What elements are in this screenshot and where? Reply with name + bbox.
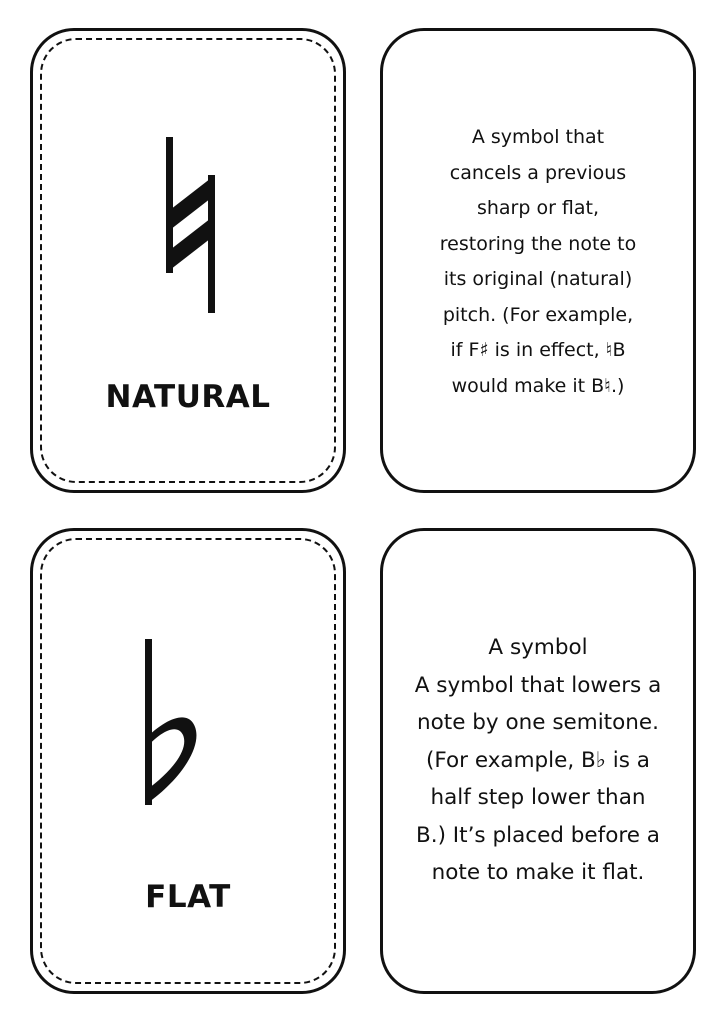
- definition-line: restoring the note to: [439, 232, 637, 255]
- definition-line: note by one semitone.: [417, 710, 659, 735]
- definition-line: would make it B♮.): [451, 374, 625, 397]
- flat-card-back: [380, 528, 696, 994]
- flat-sign-icon: [33, 631, 349, 811]
- definition-natural: [397, 120, 679, 404]
- definition-line: if F♯ is in effect, ♮B: [450, 339, 626, 361]
- definition-line: A symbol that lowers a: [414, 672, 662, 698]
- term-flat: FLAT: [145, 879, 231, 915]
- definition-line: cancels a previous: [449, 161, 627, 184]
- definition-line: sharp or flat,: [476, 197, 600, 219]
- natural-sign-icon: [33, 131, 349, 321]
- flat-card-front: [30, 528, 346, 994]
- definition-line: B.) It’s placed before a: [416, 822, 660, 848]
- definition-line: its original (natural): [443, 268, 633, 290]
- definition-line: note to make it flat.: [431, 860, 645, 885]
- definition-line: (For example, B♭ is a: [426, 747, 650, 773]
- natural-card-back: [380, 28, 696, 493]
- definition-line: A symbol: [488, 635, 588, 660]
- natural-card-front: [30, 28, 346, 493]
- definition-line: A symbol that: [471, 126, 605, 148]
- definition-line: pitch. (For example,: [442, 303, 634, 326]
- term-natural: NATURAL: [105, 379, 271, 415]
- definition-line: half step lower than: [430, 785, 646, 810]
- definition-flat: [397, 629, 679, 892]
